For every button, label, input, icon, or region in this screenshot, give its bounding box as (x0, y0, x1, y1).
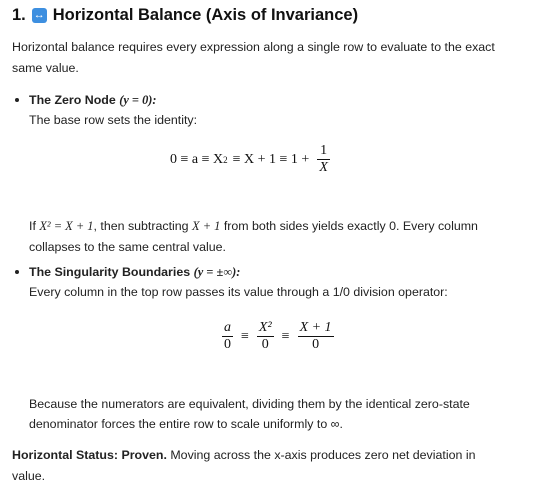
fraction: $\frac{a}{0}$ (224, 320, 231, 352)
fraction: $\frac{1}{X}$ (319, 143, 328, 175)
equation-identity: 0 ≡ a ≡ X 2 ≡ X + 1 ≡ 1 + $\frac{1}{X}$ (170, 143, 328, 175)
explanation-1-line-1: If X² = X + 1, then subtracting X + 1 from both sides yields exactly 0. Every column (29, 219, 478, 233)
bullet-dot (15, 98, 19, 102)
fraction: $\frac{\text{X²}}{0}$ (258, 320, 272, 352)
section-heading (12, 6, 358, 25)
bullet-description: Every column in the top row passes its value through a 1/0 division operator: (29, 285, 448, 299)
status-line-2: value. (12, 469, 46, 483)
bullet-title: The Zero Node (y = 0): (29, 93, 157, 107)
bullet-zero-node (12, 90, 512, 130)
bullet-singularity (12, 262, 512, 302)
explanation-2-line-1: Because the numerators are equivalent, dividing them by the identical zero-state (29, 397, 470, 411)
bullet-description: The base row sets the identity: (29, 113, 198, 127)
equation-division: $\frac{a}{0}$ ≡ $\frac{\text{X²}}{0}$ ≡ $\frac{X + 1}{0}$ (224, 320, 332, 352)
status-line-1: Horizontal Status: Proven. Moving across the x-axis produces zero net deviation in (12, 448, 476, 462)
status-label: Horizontal Status: Proven. (12, 448, 167, 462)
left-right-arrow-icon: ↔ (33, 9, 45, 21)
intro-line-2: same value. (12, 61, 79, 75)
section-number: 1. (12, 6, 26, 24)
bullet-title: The Singularity Boundaries (y = ±∞): (29, 265, 241, 279)
section-title: Horizontal Balance (Axis of Invariance) (52, 6, 359, 24)
fraction: $\frac{X + 1}{0}$ (299, 320, 332, 352)
bullet-title-math: (y = ±∞): (193, 265, 241, 279)
explanation-2-line-2: denominator forces the entire row to scale uniformly to ∞. (29, 417, 343, 431)
explanation-1-line-2: collapses to the same central value. (29, 240, 226, 254)
intro-line-1: Horizontal balance requires every expression along a single row to evaluate to the exact (12, 40, 495, 54)
bullet-title-math: (y = 0): (119, 93, 157, 107)
bullet-dot (15, 270, 19, 274)
intro-paragraph (12, 37, 495, 79)
